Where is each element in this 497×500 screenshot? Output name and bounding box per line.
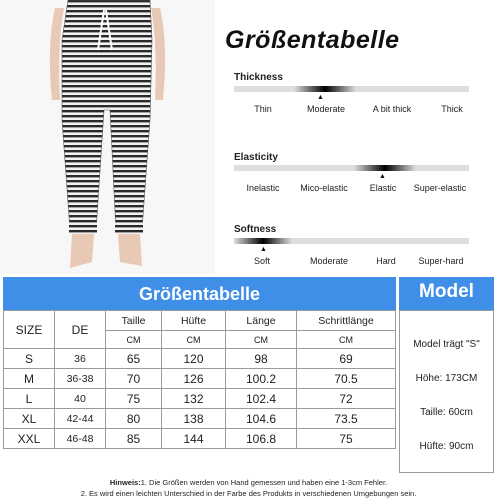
model-line: Höhe: 173CM: [415, 373, 478, 384]
table-row: [4, 369, 396, 389]
table-cell: 42-44: [55, 409, 106, 429]
table-row: [4, 349, 396, 369]
table-cell: 106.8: [226, 429, 297, 449]
table-cell: 102.4: [226, 389, 297, 409]
table-cell: 72: [297, 389, 396, 409]
size-table: [3, 310, 396, 449]
table-cell: 100.2: [226, 369, 297, 389]
elasticity-marker: ▲: [379, 173, 386, 180]
product-photo: [0, 0, 215, 274]
unit-cell: CM: [226, 331, 297, 349]
table-cell: 70.5: [297, 369, 396, 389]
note-label: Hinweis:: [109, 478, 141, 487]
thickness-title: Thickness: [234, 72, 283, 83]
softness-option: Super-hard: [418, 256, 464, 266]
table-cell: 75: [297, 429, 396, 449]
thickness-option: Thick: [441, 104, 463, 114]
table-cell: 144: [162, 429, 226, 449]
table-cell: M: [4, 369, 55, 389]
softness-marker: ▲: [260, 246, 267, 253]
table-cell: 138: [162, 409, 226, 429]
table-cell: L: [4, 389, 55, 409]
size-table-header: [3, 277, 396, 310]
column-header: DE: [55, 311, 106, 349]
model-header: [399, 277, 494, 310]
model-info-box: [399, 310, 494, 473]
note-line-2: 2. Es wird einen leichten Unterschied in der Farbe des Produkts in verschiedenen Umgebungen sein.: [80, 489, 417, 498]
model-title: Model: [419, 281, 474, 302]
softness-option: Soft: [253, 256, 271, 266]
table-cell: 36: [55, 349, 106, 369]
elasticity-option: Inelastic: [246, 183, 280, 193]
table-row: [4, 389, 396, 409]
table-cell: 120: [162, 349, 226, 369]
page-title: Größentabelle: [225, 26, 400, 54]
table-cell: 126: [162, 369, 226, 389]
table-cell: 73.5: [297, 409, 396, 429]
column-header: Hüfte: [162, 311, 226, 331]
elasticity-option: Elastic: [369, 183, 397, 193]
elasticity-title: Elasticity: [234, 152, 278, 163]
elasticity-option: Super-elastic: [413, 183, 467, 193]
softness-title: Softness: [234, 224, 277, 235]
table-cell: 75: [106, 389, 162, 409]
elasticity-bar: [234, 165, 469, 171]
table-cell: 40: [55, 389, 106, 409]
table-row: [4, 409, 396, 429]
table-cell: XL: [4, 409, 55, 429]
softness-option: Hard: [376, 256, 396, 266]
table-cell: 104.6: [226, 409, 297, 429]
thickness-option: Thin: [254, 104, 272, 114]
table-cell: 132: [162, 389, 226, 409]
striped-pants-illustration: [0, 0, 215, 274]
table-cell: 65: [106, 349, 162, 369]
table-cell: 70: [106, 369, 162, 389]
thickness-option: A bit thick: [372, 104, 412, 114]
note-line-1: [0, 478, 497, 487]
table-cell: 46-48: [55, 429, 106, 449]
elasticity-option: Mico-elastic: [300, 183, 348, 193]
table-cell: 85: [106, 429, 162, 449]
unit-cell: CM: [162, 331, 226, 349]
thickness-bar: [234, 86, 469, 92]
column-header: Länge: [226, 311, 297, 331]
note-text-1: 1. Die Größen werden von Hand gemessen und haben eine 1-3cm Fehler.: [140, 478, 388, 487]
unit-cell: CM: [106, 331, 162, 349]
model-line: Hüfte: 90cm: [419, 441, 474, 452]
table-cell: S: [4, 349, 55, 369]
unit-cell: CM: [297, 331, 396, 349]
table-row: [4, 429, 396, 449]
thickness-option: Moderate: [306, 104, 346, 114]
softness-option: Moderate: [309, 256, 349, 266]
column-header: SIZE: [4, 311, 55, 349]
table-cell: 80: [106, 409, 162, 429]
column-header: Schrittlänge: [297, 311, 396, 331]
table-cell: 69: [297, 349, 396, 369]
model-line: Taille: 60cm: [420, 407, 473, 418]
softness-bar: [234, 238, 469, 244]
table-cell: XXL: [4, 429, 55, 449]
thickness-marker: ▲: [317, 94, 324, 101]
size-table-title: Größentabelle: [138, 284, 261, 304]
model-line: Model trägt "S": [413, 339, 480, 350]
table-cell: 36-38: [55, 369, 106, 389]
table-cell: 98: [226, 349, 297, 369]
column-header: Taille: [106, 311, 162, 331]
table-header-row: [4, 311, 396, 331]
